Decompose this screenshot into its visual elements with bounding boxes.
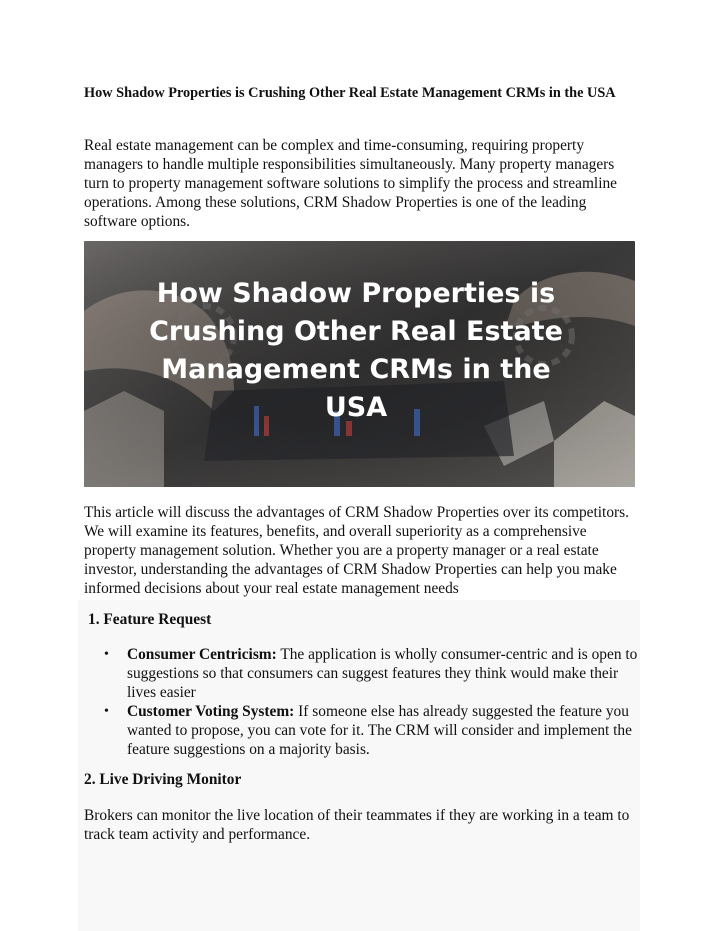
list-item xyxy=(84,645,640,702)
intro-paragraph: Real estate management can be complex and time-consuming, requiring property managers to handle multiple responsibilities simultaneously. Many property managers turn to property management software solutions to simplify the process and streamline operations. Among these solutions, CRM Shadow Properties is one of the leading software options. xyxy=(84,137,617,230)
section-2-paragraph: Brokers can monitor the live location of their teammates if they are working in a team to track team activity and performance. xyxy=(84,807,630,843)
list-item-label: Consumer Centricism: xyxy=(127,646,277,663)
section-1-heading: 1. Feature Request xyxy=(88,611,212,628)
list-item-text: The application is wholly consumer-centric and is open to suggestions so that consumers can suggest features they think would make their lives easier xyxy=(127,646,638,701)
hero-image xyxy=(84,241,635,487)
article-content xyxy=(84,0,640,931)
feature-list xyxy=(84,645,640,759)
list-item xyxy=(84,702,640,759)
article-title: How Shadow Properties is Crushing Other Real Estate Management CRMs in the USA xyxy=(84,85,616,101)
list-item-text: If someone else has already suggested the feature you wanted to propose, you can vote for it. The CRM will consider and implement the feature suggestions on a majority basis. xyxy=(127,703,632,758)
section-2-heading: 2. Live Driving Monitor xyxy=(84,771,242,788)
body-paragraph: This article will discuss the advantages of CRM Shadow Properties over its competitors. We will examine its features, benefits, and overall superiority as a comprehensive property management solution. Whether you are a property manager or a real estate investor, understanding the advantages of CRM Shadow Properties can help you make informed decisions about your real estate management needs xyxy=(84,504,629,597)
hero-line-4: USA xyxy=(324,392,388,423)
hero-line-3: Management CRMs in the xyxy=(161,354,551,385)
list-item-label: Customer Voting System: xyxy=(127,703,295,720)
bullet-icon: • xyxy=(104,647,109,662)
bullet-icon: • xyxy=(104,704,109,719)
hero-line-2: Crushing Other Real Estate xyxy=(149,316,563,347)
hero-line-1: How Shadow Properties is xyxy=(156,278,556,309)
